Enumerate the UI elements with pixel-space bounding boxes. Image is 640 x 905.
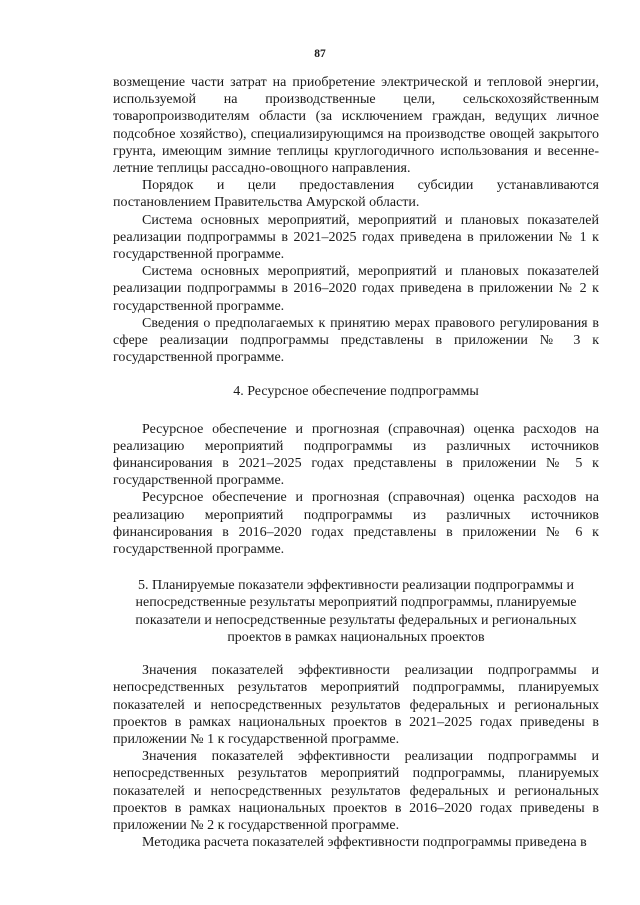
section-5-heading bbox=[113, 577, 599, 646]
paragraph-subsidy-continuation: возмещение части затрат на приобретение электрической и тепловой энергии, используемой на производственные цели, сельскохозяйственным товаропроизводителям области (за исключением граждан, ведущих личное подсобное хозяйство), специализирующимся на производстве овощей закрытого грунта, имеющим зимние теплицы круглогодичного использования и весенне-летние теплицы рассадно-овощного направления. bbox=[113, 75, 599, 177]
paragraph-resources-2016-2020: Ресурсное обеспечение и прогнозная (справочная) оценка расходов на реализацию мероприятий подпрограммы из различных источников финансирования в 2016–2020 годах представлены в приложении № 6 к государственной программе. bbox=[113, 490, 599, 558]
paragraph-indicators-2021-2025: Значения показателей эффективности реализации подпрограммы и непосредственных результатов мероприятий подпрограммы, планируемых показателей и непосредственных результатов федеральных и региональных проектов в рамках национальных проектов в 2021–2025 годах приведены в приложении № 1 к государственной программе. bbox=[113, 663, 599, 747]
section-4-heading: 4. Ресурсное обеспечение подпрограммы bbox=[233, 384, 479, 400]
page-number: 87 bbox=[314, 48, 326, 60]
section-5-heading-line: показатели и непосредственные результаты федеральных и региональных bbox=[135, 612, 577, 628]
section-5-heading-line: 5. Планируемые показатели эффективности реализации подпрограммы и bbox=[137, 578, 574, 594]
paragraph-subsidy-procedure: Порядок и цели предоставления субсидии устанавливаются постановлением Правительства Амурской области. bbox=[113, 178, 599, 211]
document-body bbox=[113, 74, 599, 851]
paragraph-activities-2021-2025: Система основных мероприятий, мероприятий и плановых показателей реализации подпрограммы в 2021–2025 годах приведена в приложении № 1 к государственной программе. bbox=[113, 212, 599, 263]
paragraph-resources-2021-2025: Ресурсное обеспечение и прогнозная (справочная) оценка расходов на реализацию мероприятий подпрограммы из различных источников финансирования в 2021–2025 годах представлены в приложении № 5 к государственной программе. bbox=[113, 421, 599, 489]
paragraph-indicators-2016-2020: Значения показателей эффективности реализации подпрограммы и непосредственных результатов мероприятий подпрограммы, планируемых показателей и непосредственных результатов федеральных и региональных проектов в рамках национальных проектов в 2016–2020 годах приведены в приложении № 2 к государственной программе. bbox=[113, 749, 599, 833]
section-5-heading-line: непосредственные результаты мероприятий подпрограммы, планируемые bbox=[135, 595, 577, 611]
paragraph-legal-regulation: Сведения о предполагаемых к принятию мерах правового регулирования в сфере реализации подпрограммы представлены в приложении № 3 к государственной программе. bbox=[113, 315, 599, 366]
section-5-heading-line: проектов в рамках национальных проектов bbox=[227, 629, 485, 645]
paragraph-methodology: Методика расчета показателей эффективности подпрограммы приведена в bbox=[142, 835, 587, 851]
paragraph-activities-2016-2020: Система основных мероприятий, мероприятий и плановых показателей реализации подпрограммы в 2016–2020 годах приведена в приложении № 2 к государственной программе. bbox=[113, 264, 599, 314]
